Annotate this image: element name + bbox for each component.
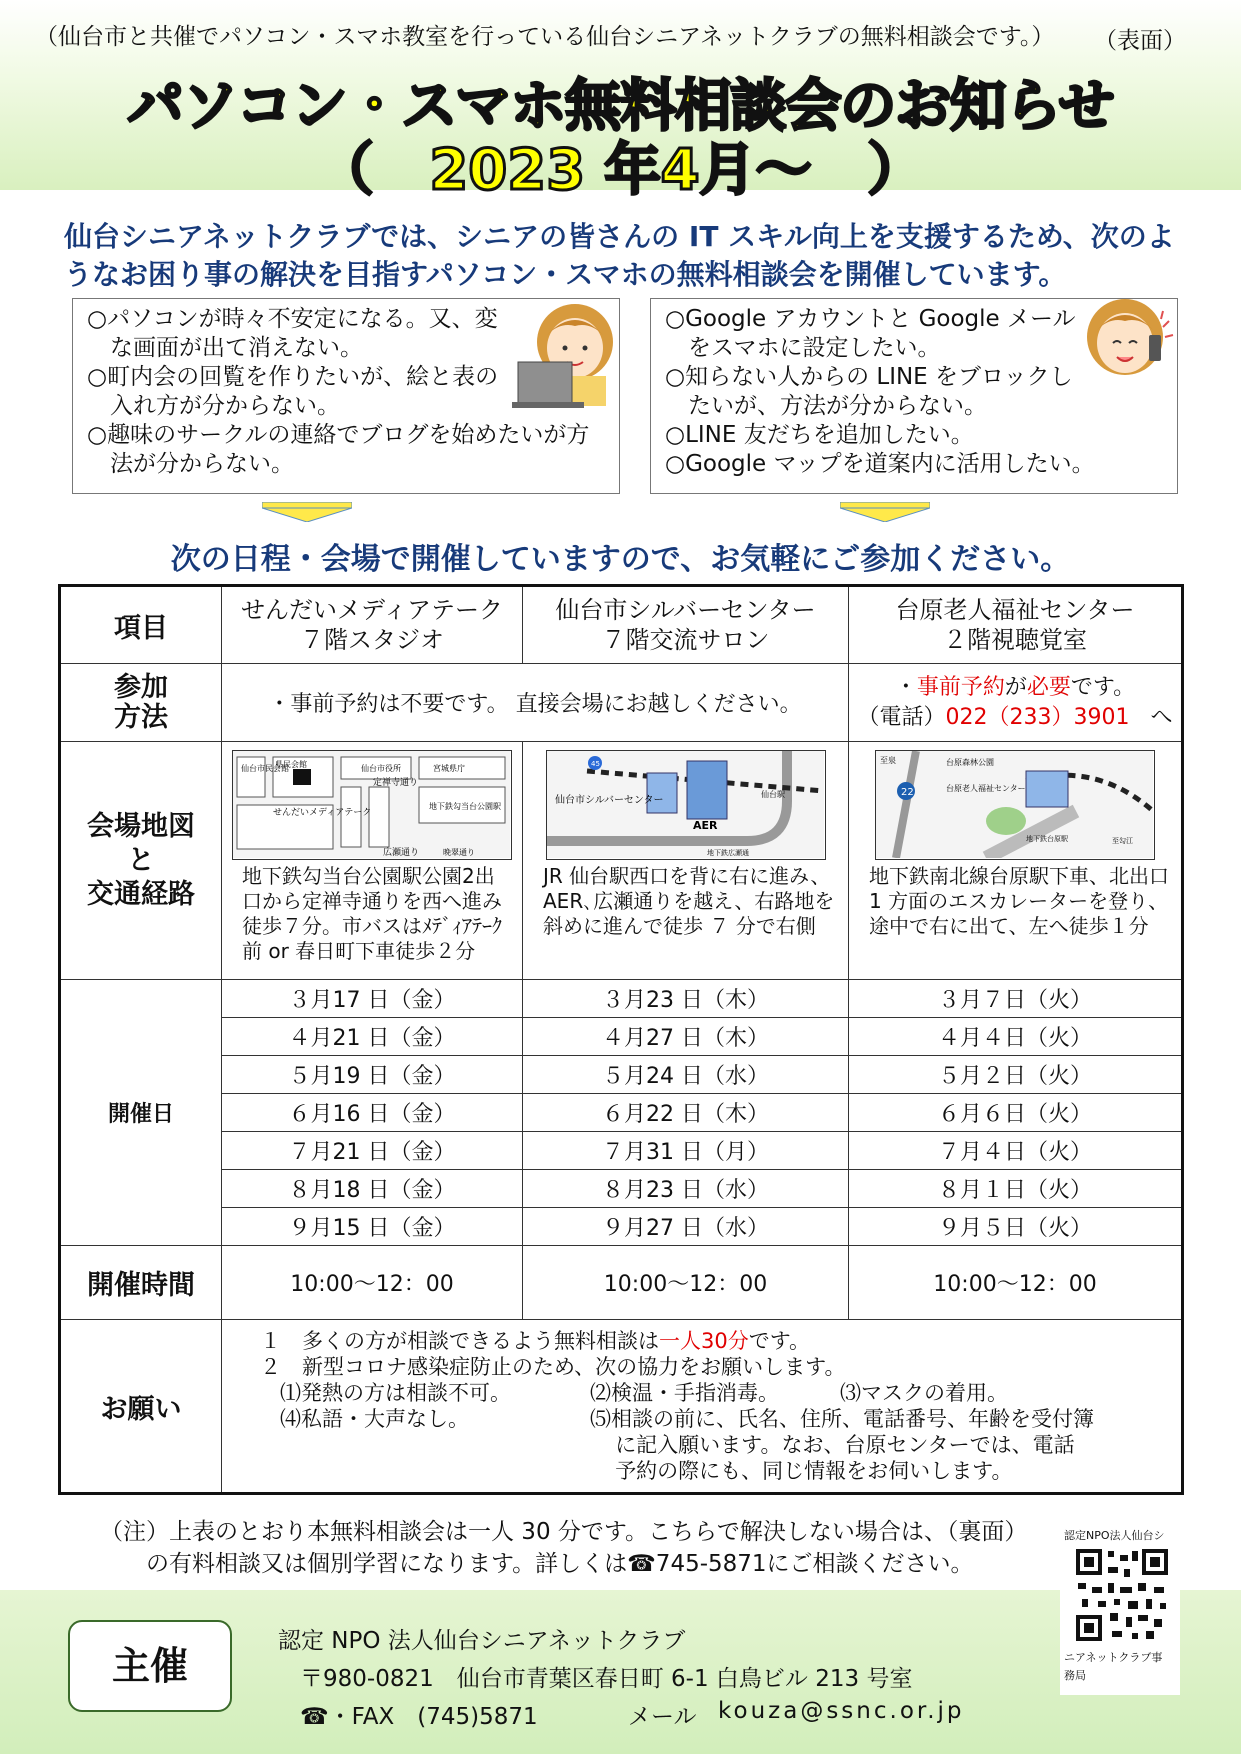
row-header-line: 会場地図 — [87, 810, 195, 842]
date-cell: ３月７日（火） — [849, 980, 1183, 1018]
callout-item: ○Google アカウントと Google メールをスマホに設定したい。 — [665, 306, 1076, 361]
page-side-label: （表面） — [1094, 28, 1186, 54]
table-row — [60, 980, 1183, 1018]
row-header: 開催時間 — [60, 1246, 222, 1320]
bullet: ・ — [894, 674, 917, 700]
organization-name: 認定 NPO 法人仙台シニアネットクラブ — [278, 1628, 686, 1654]
tel-number: 022（233）3901 — [945, 704, 1130, 730]
join-method-cell: ・事前予約は不要です。 直接会場にお越しください。 — [222, 664, 849, 742]
request-text: １ 多くの方が相談できるよう無料相談は — [260, 1329, 659, 1353]
route-text: 地下鉄南北線台原駅下車、北出口1 方面のエスカレーターを登り、途中で右に出て、左へ徒歩１分 — [869, 864, 1169, 938]
map-label: 至泉 — [880, 756, 896, 765]
request-item: ⑶マスクの着用。 — [840, 1381, 1008, 1405]
date-cell: ９月15 日（金） — [222, 1208, 523, 1246]
map-label: 地下鉄勾当台公園駅 — [429, 802, 501, 811]
table-row — [60, 1094, 1183, 1132]
date-cell: ８月18 日（金） — [222, 1170, 523, 1208]
text: へ — [1150, 704, 1173, 730]
qr-code-icon — [1074, 1547, 1170, 1643]
qr-caption: ニアネットクラブ事 — [1064, 1651, 1163, 1664]
qr-caption: 務局 — [1064, 1669, 1086, 1682]
date-cell: ８月23 日（水） — [523, 1170, 849, 1208]
row-header — [60, 664, 222, 742]
down-arrow-icon — [840, 502, 930, 522]
map-label: 宮城県庁 — [433, 764, 465, 773]
callout-item: ○LINE 友だちを追加したい。 — [665, 422, 974, 448]
date-cell: ５月19 日（金） — [222, 1056, 523, 1094]
intro-text: 仙台シニアネットクラブでは、シニアの皆さんの IT スキル向上を支援するため、次のようなお困り事の解決を目指すパソコン・スマホの無料相談会を開催しています。 — [64, 220, 1175, 291]
down-arrow-icon — [262, 502, 352, 522]
organization-address: 〒980-0821 仙台市青葉区春日町 6-1 白鳥ビル 213 号室 — [300, 1666, 913, 1692]
row-header: 開催日 — [60, 980, 222, 1246]
map-dainohara-center — [875, 750, 1155, 860]
time-cell: 10:00～12：00 — [222, 1246, 523, 1320]
map-label: 地下鉄広瀬通 — [706, 849, 749, 857]
woman-laptop-illustration — [510, 300, 620, 408]
request-item: ⑴発熱の方は相談不可。 — [280, 1381, 511, 1405]
date-cell: ４月27 日（木） — [523, 1018, 849, 1056]
table-row — [60, 1056, 1183, 1094]
table-row — [60, 1208, 1183, 1246]
date-cell: ７月31 日（月） — [523, 1132, 849, 1170]
map-label: 広瀬通り — [383, 848, 420, 858]
route-number-label: 22 — [901, 787, 914, 798]
organization-tel: ☎・FAX (745)5871 — [300, 1704, 538, 1730]
venue-name: 台原老人福祉センター — [895, 596, 1135, 624]
venue-name: 仙台市シルバーセンター — [555, 596, 816, 624]
qr-caption: 認定NPO法人仙台シ — [1064, 1529, 1165, 1542]
callout-item: ○町内会の回覧を作りたいが、絵と表の入れ方が分からない。 — [87, 364, 499, 419]
date-cell: ６月６日（火） — [849, 1094, 1183, 1132]
map-cell — [222, 742, 523, 980]
table-row — [60, 1018, 1183, 1056]
callout-item: ○趣味のサークルの連絡でブログを始めたいが方法が分からない。 — [87, 422, 590, 477]
date-cell: ３月23 日（木） — [523, 980, 849, 1018]
table-row — [60, 1132, 1183, 1170]
route-text: JR 仙台駅西口を背に右に進み、AER､広瀬通りを越え、右路地を斜めに進んで徒歩 ７ 分で右側 — [543, 864, 835, 938]
map-label: 県民会館 — [275, 760, 307, 769]
row-header-line: と — [127, 844, 155, 876]
date-cell: ５月24 日（水） — [523, 1056, 849, 1094]
callout-item: ○パソコンが時々不安定になる。又、変な画面が出て消えない。 — [87, 306, 498, 361]
request-emphasis: 一人30分 — [659, 1329, 749, 1353]
date-cell: ３月17 日（金） — [222, 980, 523, 1018]
map-label: 仙台駅 — [760, 790, 785, 799]
schedule-heading: 次の日程・会場で開催していますので、お気軽にご参加ください。 — [170, 542, 1071, 577]
request-text: ２ 新型コロナ感染症防止のため、次の協力をお願いします。 — [260, 1355, 846, 1379]
map-drawing — [876, 751, 1153, 858]
table-row — [60, 742, 1183, 980]
map-mediatheque — [232, 750, 512, 860]
footnote — [100, 1516, 1027, 1580]
map-label: AER — [692, 819, 717, 832]
map-drawing — [547, 751, 824, 858]
venue-cell — [523, 586, 849, 664]
venue-room: ７階スタジオ — [300, 626, 444, 654]
row-header-line: 参加 — [114, 671, 168, 703]
qr-code-block — [1060, 1525, 1180, 1695]
date-cell: ６月22 日（木） — [523, 1094, 849, 1132]
footnote-line: の有料相談又は個別学習になります。詳しくは☎745-5871にご相談ください。 — [146, 1551, 974, 1577]
date-cell: ４月21 日（金） — [222, 1018, 523, 1056]
page-period: （ 2023 年4月～ ） — [317, 138, 924, 203]
date-cell: ４月４日（火） — [849, 1018, 1183, 1056]
table-row — [60, 586, 1183, 664]
date-cell: ９月５日（火） — [849, 1208, 1183, 1246]
text: です。 — [1070, 674, 1136, 700]
venue-cell — [222, 586, 523, 664]
woman-phone-illustration — [1075, 295, 1175, 390]
map-label: 仙台市民会館 — [241, 764, 289, 773]
table-row — [60, 1170, 1183, 1208]
request-item: ⑸相談の前に、氏名、住所、電話番号、年齢を受付簿に記入願います。なお、台原センターでは、電話予約の際にも、同じ情報をお伺いします。 — [590, 1407, 1094, 1483]
row-header-line: 方法 — [114, 701, 168, 733]
map-label: 至勾江 — [1112, 837, 1133, 845]
mail-label: メール — [628, 1704, 697, 1730]
map-cell — [523, 742, 849, 980]
requests-cell — [222, 1320, 1183, 1494]
request-text: です。 — [748, 1329, 811, 1353]
required-emphasis: 必要 — [1026, 674, 1071, 700]
row-header — [60, 742, 222, 980]
schedule-table — [58, 584, 1184, 1495]
map-label: 台原老人福祉センター — [946, 784, 1026, 793]
header-subline: （仙台市と共催でパソコン・スマホ教室を行っている仙台シニアネットクラブの無料相談会です。） — [35, 24, 1055, 50]
map-label: 仙台市役所 — [361, 764, 401, 773]
text: が — [1004, 674, 1027, 700]
time-cell: 10:00～12：00 — [849, 1246, 1183, 1320]
table-row — [60, 1246, 1183, 1320]
request-items — [260, 1380, 1171, 1484]
page-title: パソコン・スマホ無料相談会のお知らせ — [127, 74, 1114, 139]
date-cell: ９月27 日（水） — [523, 1208, 849, 1246]
venue-cell — [849, 586, 1183, 664]
map-label: 台原森林公園 — [946, 758, 994, 767]
row-header: 項目 — [60, 586, 222, 664]
map-cell — [849, 742, 1183, 980]
map-label: 仙台市シルバーセンター — [554, 795, 663, 806]
venue-name: せんだいメディアテーク — [240, 596, 504, 624]
map-silver-center — [546, 750, 826, 860]
map-label: せんだいメディアテーク — [273, 808, 372, 818]
date-cell: ６月16 日（金） — [222, 1094, 523, 1132]
table-row — [60, 664, 1183, 742]
map-drawing — [233, 751, 510, 858]
row-header: お願い — [60, 1320, 222, 1494]
time-cell: 10:00～12：00 — [523, 1246, 849, 1320]
row-header-line: 交通経路 — [87, 878, 195, 910]
map-label: 晩翠通り — [443, 848, 475, 857]
date-cell: ７月４日（火） — [849, 1132, 1183, 1170]
venue-room: ７階交流サロン — [601, 626, 770, 654]
map-label: 定禅寺通り — [373, 778, 419, 788]
venue-room: ２階視聴覚室 — [943, 626, 1087, 654]
reservation-emphasis: 事前予約 — [916, 674, 1005, 700]
join-method-reservation-cell — [849, 664, 1183, 742]
tel-label: （電話） — [857, 704, 946, 730]
callout-item: ○知らない人からの LINE をブロックしたいが、方法が分からない。 — [665, 364, 1073, 419]
route-number-label: 45 — [590, 760, 600, 768]
request-item: ⑵検温・手指消毒。 — [590, 1381, 779, 1405]
request-item: ⑷私語・大声なし。 — [280, 1407, 469, 1431]
date-cell: ８月１日（火） — [849, 1170, 1183, 1208]
host-label: 主催 — [68, 1620, 232, 1712]
footnote-line: （注）上表のとおり本無料相談会は一人 30 分です。こちらで解決しない場合は、（裏面） — [100, 1519, 1028, 1545]
route-text: 地下鉄勾当台公園駅公園2出口から定禅寺通りを西へ進み徒歩７分。市バスはﾒﾃﾞｨｱﾃｰｸ前 or 春日町下車徒歩２分 — [242, 864, 502, 963]
organization-email[interactable]: kouza@ssnc.or.jp — [718, 1698, 965, 1724]
table-row — [60, 1320, 1183, 1494]
date-cell: ５月２日（火） — [849, 1056, 1183, 1094]
date-cell: ７月21 日（金） — [222, 1132, 523, 1170]
callout-item: ○Google マップを道案内に活用したい。 — [665, 451, 1095, 477]
map-label: 地下鉄台原駅 — [1026, 835, 1068, 843]
